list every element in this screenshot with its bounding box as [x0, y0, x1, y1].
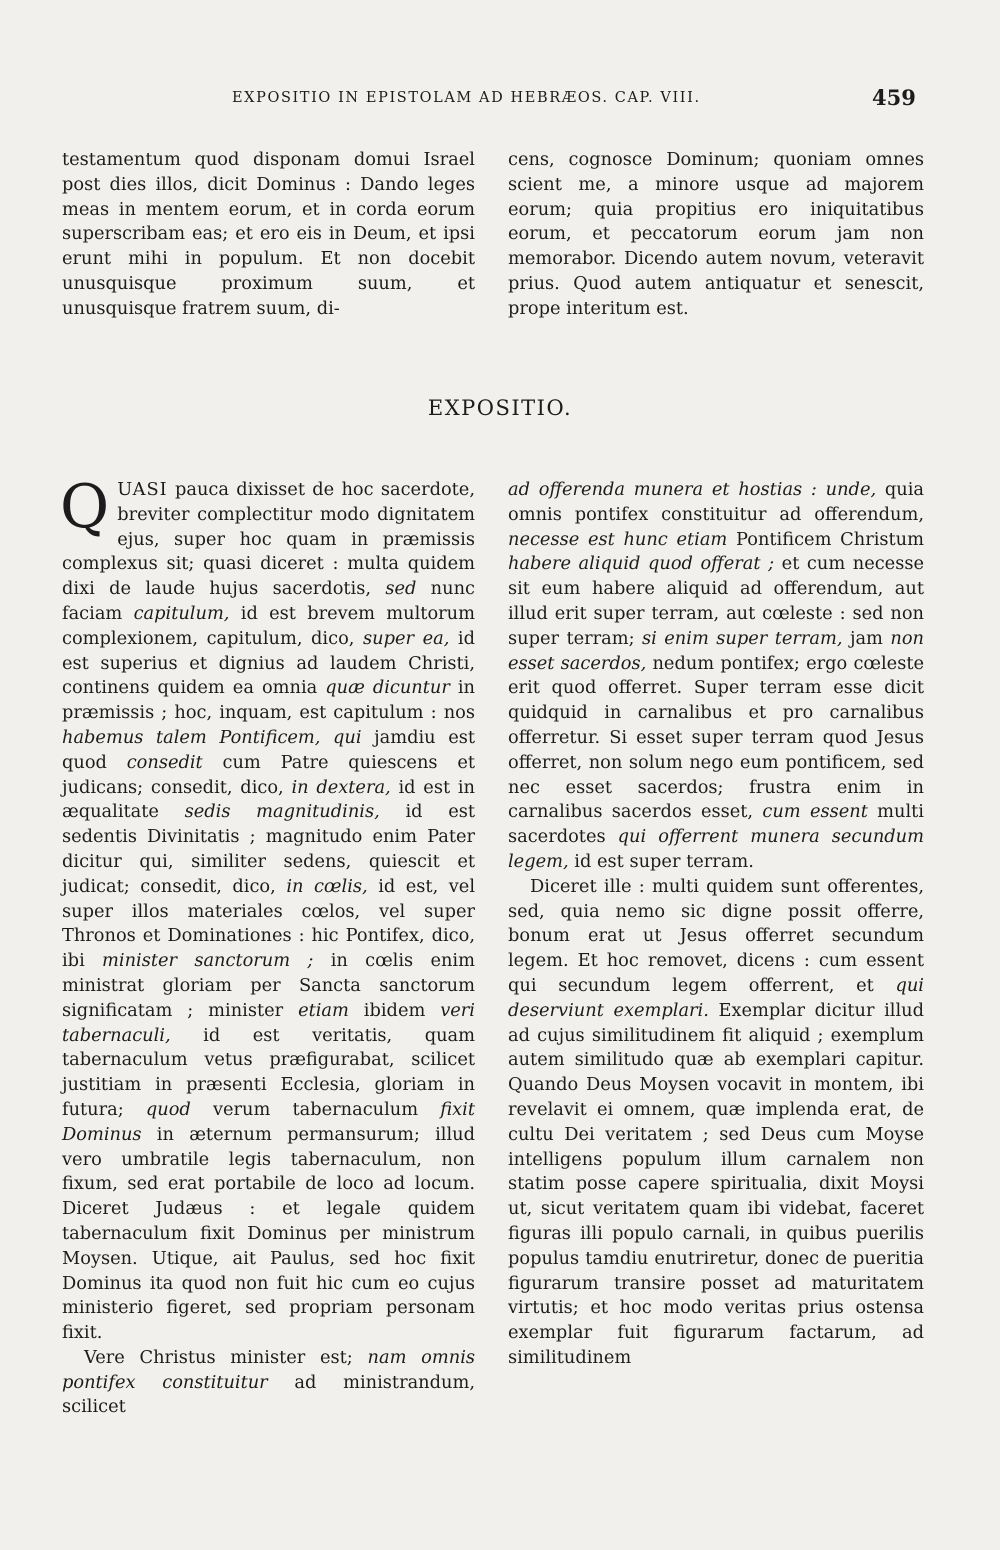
text-run: Pontificem Christum — [727, 528, 924, 550]
text-run: nedum pontifex; ergo cœleste erit quod offerret. Super terram esse dicit quidquid in carnalibus et pro carnalibus offerretur. Si esset super terram quod Jesus offerret, non solum nego eum pontificem, sed nec esset sacerdos; frustra enim in carnalibus sacerdos esset, — [508, 652, 924, 823]
paragraph — [60, 472, 476, 1346]
page-number: 459 — [872, 85, 916, 110]
italic-run: in cœlis, — [286, 875, 368, 897]
italic-run: minister sanctorum ; — [102, 950, 314, 972]
text-run: et cum necesse sit eum habere aliquid ad offerendum, aut illud erit super terram, aut cœleste : sed non super terram; — [508, 553, 924, 649]
paragraph — [508, 875, 924, 1371]
running-head — [0, 85, 1000, 116]
italic-run: cum essent — [762, 801, 868, 823]
text-run: Vere Christus minister est; — [84, 1346, 368, 1368]
italic-run: fixit Dominus — [62, 1098, 475, 1145]
italic-run: qui offerrent munera secundum legem, — [508, 826, 924, 872]
italic-run: qui deserviunt exemplari. — [508, 974, 924, 1021]
text-run: id est brevem multorum complexionem, capitulum, dico, — [62, 602, 475, 649]
italic-run: habere aliquid quod offerat ; — [508, 553, 775, 575]
italic-run: quod — [145, 1098, 191, 1120]
text-run: in præmissis ; hoc, inquam, est capitulum : nos — [62, 677, 476, 724]
scripture-right-column — [508, 148, 924, 322]
scripture-left-column — [62, 148, 475, 322]
text-run: cum Patre quiescens et judicans; consedit, dico, — [62, 751, 475, 798]
text-run: jam — [842, 627, 891, 649]
italic-run: sedis magnitudinis, — [184, 801, 380, 823]
text-run: multi sacerdotes — [508, 801, 924, 848]
italic-run: habemus talem Pontificem, qui — [62, 726, 362, 748]
text-run: in æternum permansurum; illud vero umbratile legis tabernaculum, non fixum, sed erat portabile de loco ad locum. Diceret Judæus : et legale quidem tabernaculum fixit Dominus per ministrum Moysen. Utique, ait Paulus, sed hoc fixit Dominus ita quod non fuit hic cum eo cujus ministerio figeret, sed propriam personam fixit. — [62, 1123, 475, 1344]
text-run: id est sedentis Divinitatis ; magnitudo enim Pater dicitur qui, similiter sedens, quiescit et judicat; consedit, dico, — [62, 801, 476, 897]
italic-run: non esset sacerdos, — [508, 627, 924, 674]
drop-cap: Q — [60, 472, 110, 542]
running-title: EXPOSITIO IN EPISTOLAM AD HEBRÆOS. CAP. VIII. — [232, 90, 701, 106]
expositio-right-column — [508, 478, 924, 1371]
text-run: id est superius et dignius ad laudem Christi, continens quidem ea omnia — [62, 627, 475, 699]
italic-run: nam omnis pontifex constituitur — [62, 1346, 476, 1393]
text-run: ibidem — [348, 999, 441, 1021]
italic-run: quæ dicuntur — [325, 677, 450, 699]
italic-run: sed — [385, 578, 417, 600]
text-run: id est veritatis, quam tabernaculum vetus præfigurabat, scilicet justitiam in præsenti Ecclesia, gloriam in futura; — [62, 1024, 475, 1120]
italic-run: in dextera, — [291, 776, 391, 798]
text-run: jamdiu est quod — [62, 726, 475, 773]
italic-run: etiam — [298, 999, 349, 1021]
italic-run: consedit — [126, 751, 203, 773]
italic-run: veri tabernaculi, — [62, 999, 475, 1046]
paragraph — [62, 1346, 475, 1420]
paragraph — [508, 478, 924, 875]
text-run: UASI — [117, 479, 168, 500]
text-run: Diceret ille : multi quidem sunt offerentes, sed, quia nemo sic digne possit offerre, bonum erat ut Jesus offerret secundum legem. Et hoc removet, dicens : cum essent qui secundum legem offerrent, et — [508, 875, 924, 996]
scripture-text-left: testamentum quod disponam domui Israel post dies illos, dicit Dominus : Dando leges meas in mentem eorum, et in corda eorum superscribam eas; et ero eis in Deum, et ipsi erunt mihi in populum. Et non docebit unusquisque proximum suum, et unusquisque fratrem suum, di- — [62, 149, 475, 319]
text-run: in cœlis enim ministrat gloriam per Sancta sanctorum significatam ; minister — [62, 950, 475, 1021]
section-heading: EXPOSITIO. — [427, 396, 573, 420]
text-run: Exemplar dicitur illud ad cujus similitudinem fit aliquid ; exemplum autem similitudo quæ ab exemplari capitur. Quando Deus Moysen vocavit in montem, ibi revelavit ei omnem, quæ implenda erat, de cultu Dei veritatem ; sed Deus cum Moyse intelligens populum illum carnalem non statim posse capere spiritualia, dixit Moysi ut, sicut veritatem quam ibi videbat, faceret figuras illi populo carnali, in quibus puerilis populus tamdiu enutriretur, donec de pueritia figurarum transire posset ad maturitatem virtutis; et hoc modo veritas prius ostensa exemplar fuit figurarum factarum, ad similitudinem — [508, 999, 924, 1368]
text-run: id est super terram. — [568, 850, 754, 872]
text-run: nunc faciam — [62, 578, 475, 624]
scripture-text-right: cens, cognosce Dominum; quoniam omnes scient me, a minore usque ad majorem eorum; quia propitius ero iniquitatibus eorum, et peccatorum eorum jam non memorabor. Dicendo autem novum, veteravit prius. Quod autem antiquatur et senescit, prope interitum est. — [508, 149, 924, 319]
expositio-left-column — [60, 472, 476, 1420]
text-run: pauca dixisset de hoc sacerdote, breviter complectitur modo dignitatem ejus, super hoc quam in præmissis complexus sit; quasi diceret : multa quidem dixi de laude hujus sacerdotis, — [62, 479, 475, 600]
text-run: id est in æqualitate — [62, 776, 475, 823]
italic-run: ad offerenda munera et hostias : unde, — [508, 479, 877, 500]
italic-run: capitulum, — [133, 602, 230, 624]
italic-run: super ea, — [363, 627, 450, 649]
text-run: id est, vel super illos materiales cœlos, vel super Thronos et Dominationes : hic Pontifex, dico, ibi — [62, 875, 476, 972]
text-run: ad ministrandum, scilicet — [62, 1371, 475, 1418]
text-run: quia omnis pontifex constituitur ad offerendum, — [508, 479, 924, 525]
italic-run: si enim super terram, — [642, 627, 843, 649]
text-run: verum tabernaculum — [190, 1098, 441, 1120]
italic-run: necesse est hunc etiam — [508, 528, 728, 550]
